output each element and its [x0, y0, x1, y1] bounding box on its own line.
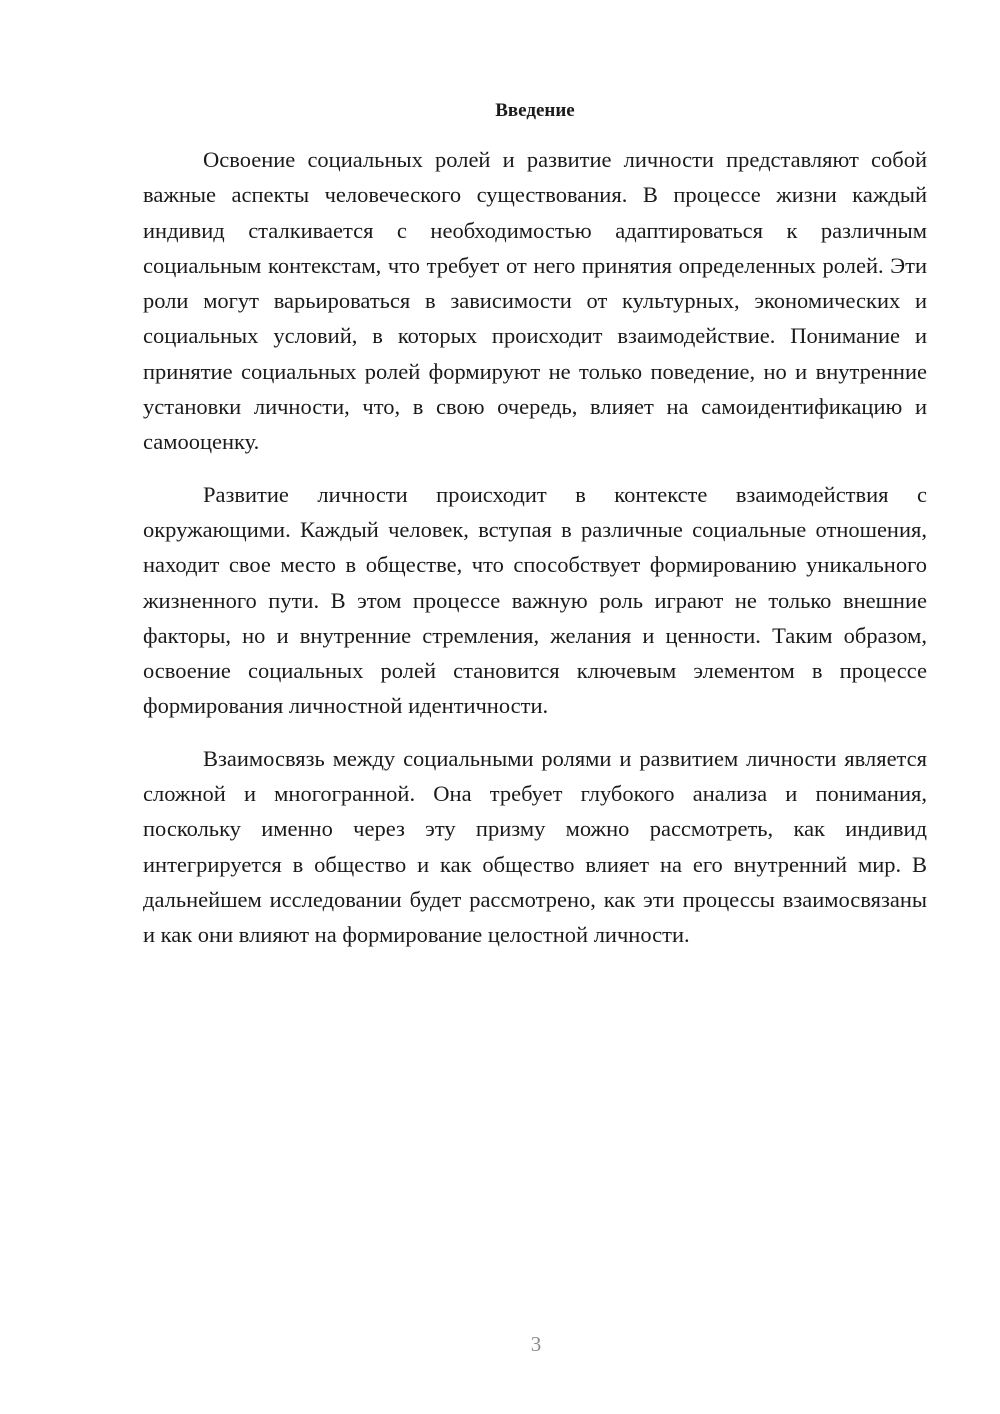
section-title: Введение [495, 100, 575, 121]
page-number: 3 [530, 1332, 542, 1356]
paragraph-2: Развитие личности происходит в контексте взаимодействия с окружающими. Каждый человек, вступая в различные социальные отношения, находит свое место в обществе, что способствует формированию уникального жизненного пути. В этом процессе важную роль играют не только внешние факторы, но и внутренние стремления, желания и ценности. Таким образом, освоение социальных ролей становится ключевым элементом в процессе формирования личностной идентичности. [143, 481, 927, 719]
page-content [143, 96, 927, 970]
paragraph-3: Взаимосвязь между социальными ролями и развитием личности является сложной и многогранной. Она требует глубокого анализа и понимания, поскольку именно через эту призму можно рассмотреть, как индивид интегрируется в общество и как общество влияет на его внутренний мир. В дальнейшем исследовании будет рассмотрено, как эти процессы взаимосвязаны и как они влияют на формирование целостной личности. [143, 745, 927, 948]
paragraph-1: Освоение социальных ролей и развитие личности представляют собой важные аспекты человеческого существования. В процессе жизни каждый индивид сталкивается с необходимостью адаптироваться к различным социальным контекстам, что требует от него принятия определенных ролей. Эти роли могут варьироваться в зависимости от культурных, экономических и социальных условий, в которых происходит взаимодействие. Понимание и принятие социальных ролей формируют не только поведение, но и внутренние установки личности, что, в свою очередь, влияет на самоидентификацию и самооценку. [143, 147, 927, 455]
